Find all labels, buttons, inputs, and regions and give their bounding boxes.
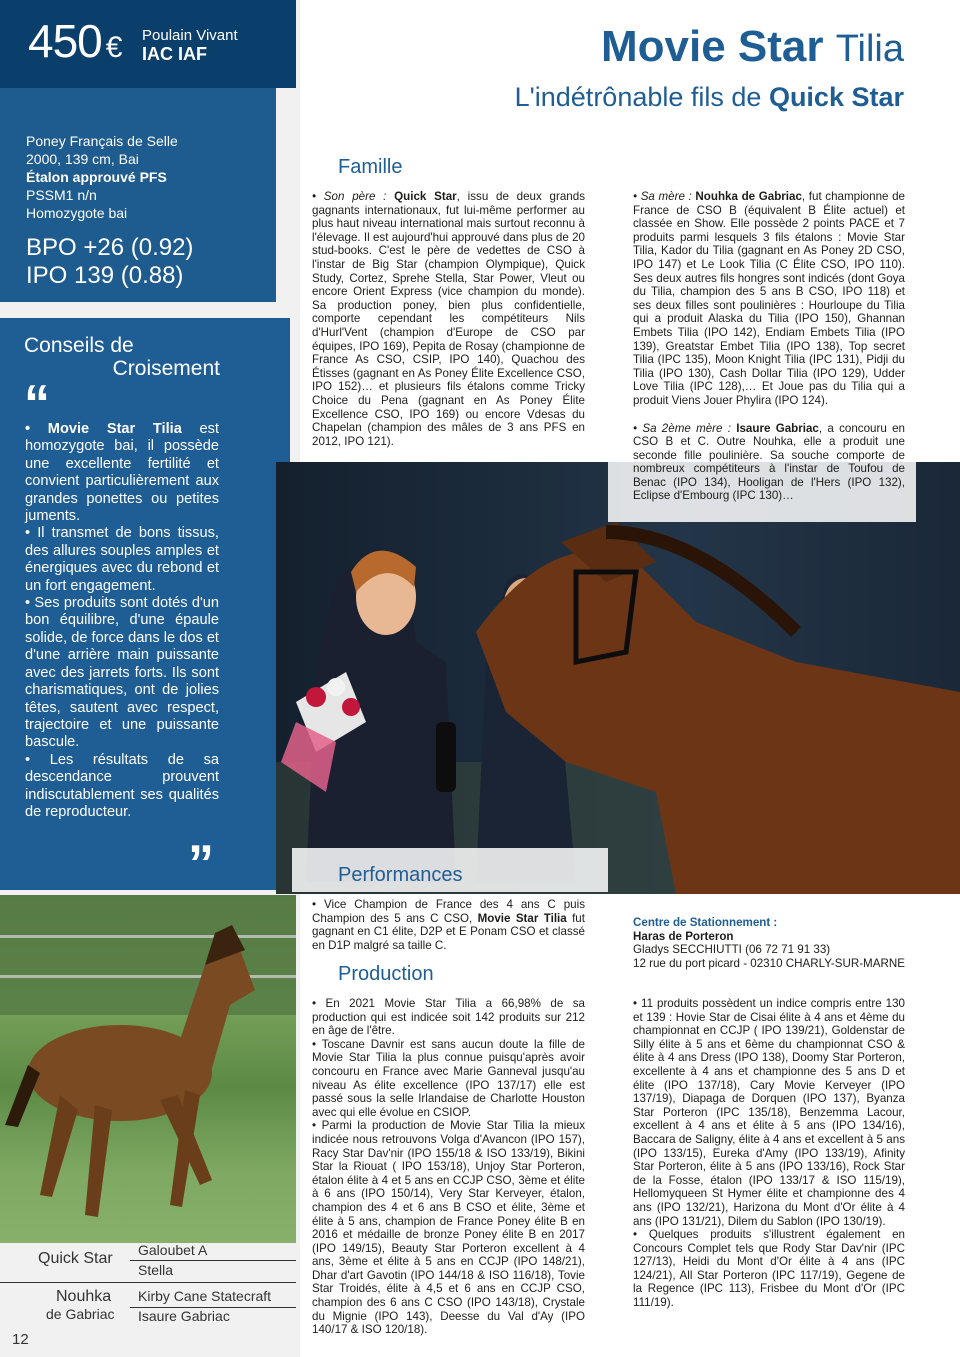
advice-title-line1: Conseils de (24, 334, 134, 357)
spec-homozygote: Homozygote bai (26, 205, 128, 221)
production-left-column (312, 997, 585, 1337)
famille-sire-name: Quick Star (394, 190, 457, 203)
famille-granddam-name: Isaure Gabriac (736, 421, 819, 435)
station-name: Haras de Porteron (633, 929, 734, 943)
horse-trotting-photo (0, 895, 296, 1243)
production-right-column (633, 997, 905, 1310)
famille-dam-text (633, 190, 905, 503)
subtitle-pre: L'indétrônable fils de (514, 82, 762, 112)
spec-birth-size-color: 2000, 139 cm, Bai (26, 151, 139, 167)
famille-dam-label: • Sa mère : (633, 190, 692, 203)
fee-condition-line2: IAC IAF (142, 44, 207, 64)
pedigree-sire-sire: Galoubet A (138, 1242, 208, 1258)
famille-granddam-paragraph: , a concouru en CSO B et C. Outre Nouhka, elle a produit une seconde fille poulinière. Sa souche comporte de nombreux compétiteurs à l'instar de Toufou de Benac (IPO 134), Hooligan de l'Hers (IPO 132), Eclipse d'Embourg (IPC 130)… (633, 421, 905, 503)
page-title (601, 22, 904, 72)
page-number: 12 (12, 1331, 29, 1348)
famille-dam-name: Nouhka de Gabriac (695, 190, 802, 203)
stud-station (633, 916, 905, 970)
subtitle-bold: Quick Star (768, 82, 904, 112)
advice-paragraph-1: est homozygote bai, il possède une excellente fertilité et convient particulièrement aux grandes ponettes ou petites juments. (25, 421, 219, 525)
index-bpo: BPO +26 (0.92) (26, 234, 194, 261)
pedigree-sire: Quick Star (38, 1250, 113, 1267)
pedigree-dam-line1: Nouhka (56, 1288, 112, 1305)
pedigree-dam-sire: Kirby Cane Statecraft (138, 1288, 272, 1304)
section-title-production: Production (338, 963, 434, 985)
pedigree-divider (130, 1260, 296, 1261)
production-paragraph-2: • Toscane Davnir est sans aucun doute la fille de Movie Star Tilia la plus connue puisqu'après avoir concouru en France avec Marie Ganneval jusqu'au niveau As élite excellence (IPO 137/17) elle est passé sous la selle Irlandaise de Charlotte Houston avec qui elle évolue en CSIOP. (312, 1037, 585, 1119)
stud-fee (28, 14, 121, 68)
horse-illustration (0, 895, 296, 1243)
pedigree-table (0, 1240, 296, 1330)
advice-paragraph-4: • Les résultats de sa descendance prouvent indiscutablement ses qualités de reproducteur. (25, 751, 219, 820)
production-paragraph-3: • Parmi la production de Movie Star Tilia la mieux indicée nous retrouvons Volga d'Avancon (IPO 157), Racy Star Dav'nir (IPO 155/18 & ISO 133/19), Bikini Star la Riouat ( IPO 153/18), Unjoy Star Porteron, étalon élite à 4 et 5 ans en CCJP CSO, 3ème et élite à 6 ans (IPO 150/14), Very Star Kerveyer, étalon, champion des 4 et 6 ans B CSO et élite, 3ème et élite à 5 ans, champion de France Poney élite B en 2016 et médaille de bronze Poney élite B en 2017 (IPO 149/15), Beauty Star Porteron excellent à 4 ans, 3ème et élite à 5 ans en CCJP (IPO 148/21), Dhar d'art Gavotin (IPO 144/18 & ISO 116/18), Tovie Star Troidés, élite à 4,5 et 6 ans en CCJP CSO, champion des 6 ans C CSO (IPO 143/18), Crystale du Mignie (IPO 143), Deesse du Val d'Ay (IPO 140/17 & ISO 120/18). (312, 1119, 585, 1337)
pedigree-dam-line2: de Gabriac (46, 1306, 115, 1322)
pedigree-divider (0, 1282, 296, 1283)
station-label: Centre de Stationnement : (633, 916, 778, 929)
currency-symbol: € (105, 31, 122, 64)
pedigree-dam-dam: Isaure Gabriac (138, 1308, 230, 1324)
station-address: 12 rue du port picard - 02310 CHARLY-SUR-MARNE (633, 956, 905, 970)
famille-sire-text (312, 190, 585, 448)
advice-paragraph-2: • Il transmet de bons tissus, des allures souples amples et énergiques avec du rebond et un fort engagement. (25, 525, 219, 594)
spec-approval: Étalon approuvé PFS (26, 169, 167, 185)
performances-stallion-name: Movie Star Tilia (477, 911, 567, 925)
advice-title-line2: Croisement (112, 357, 220, 380)
famille-sire-label: • Son père : (312, 190, 387, 203)
production-paragraph-5: • Quelques produits s'illustrent également en Concours Complet tels que Rody Star Dav'nir (IPC 127/13), Heidi du Mont d'Or élite à 4 ans (IPC 124/21), All Star Porteron (IPC 117/19), Gegene de la Regence (IPC 113), Frisbee du Mont d'Or (IPC 111/19). (633, 1228, 905, 1310)
index-ipo: IPO 139 (0.88) (26, 262, 184, 289)
advice-text (25, 421, 219, 821)
section-title-famille: Famille (338, 156, 403, 178)
stallion-specs (26, 132, 178, 222)
section-title-performances: Performances (338, 864, 463, 886)
performances-text-pre: • Vice Champion de France des 4 ans C puis Champion des 5 ans C CSO, (312, 898, 585, 925)
performances-text-post: fut gagnant en C1 élite, D2P et E Ponam CSO et classé en D1P malgré sa taille C. (312, 911, 585, 952)
advice-paragraph-3: • Ses produits sont dotés d'un bon équilibre, d'une épaule solide, de force dans le dos et d'une arrière main puissante avec des jarrets forts. Ils sont charismatiques, ont de jolies têtes, sautent avec respect, trajectoire et une puissante bascule. (25, 595, 219, 751)
station-contact: Gladys SECCHIUTTI (06 72 71 91 33) (633, 943, 831, 957)
famille-sire-paragraph: , issu de deux grands gagnants internationaux, fut lui-même performer au plus haut niveau international mais surtout reconnu à l'élevage. Il est aujourd'hui approuvé dans plus de 20 stud-books. C'est le père de vedettes de CSO à l'instar de Big Star (champion Olympique), Quick Study, Cortez, Sprehe Stella, Star Power, Vleut ou encore Orient Express (vice champion du monde). Sa production poney, bien plus confidentielle, comporte cependant les compétiteurs Nils d'Hurl'Vent (champion d'Europe de CSO par équipes, IPO 169), Pepita de Rosay (championne de France As CSO, CSIP, IPO 140), Quachou des Étisses (gagnant en As Poney Élite Excellence CSO, IPO 152)… et plusieurs fils étalons comme Tricky Choice du Pena (gagnant en As Poney Élite Excellence CSO, IPO 169) ou encore Vdesas du Chapelan (champion des mâles de 3 ans PFS en 2012, IPO 121). (312, 190, 585, 448)
presentation-photo (276, 462, 960, 894)
stud-fee-amount: 450 (28, 15, 102, 67)
genetic-indices (26, 234, 193, 290)
famille-dam-paragraph: , fut championne de France de CSO B (équivalent B Élite actuel) et classée en Show. Elle possède 2 points PACE et 7 produits parmi lesquels 3 fils étalons : Movie Star Tilia, Kador du Tilia (gagnant en As Poney 2D CSO, IPO 147) et Le Look Tilia (C Élite CSO, IPO 110). Ses deux autres fils hongres sont indicés (dont Goya du Tilia, champion des 5 ans B CSO, IPO 118) et ses deux filles sont poulinières : Hourloupe du Tilia qui a produit Alaska du Tilia (IPO 150), Ghannan Embets Tilia (IPO 142), Endiam Embets Tilia (IPO 139), Greatstar Embet Tilia (IPO 138), Top secret Tilia (IPC 135), Moon Knight Tilia (IPC 131), Pidji du Tilia (IPO 130), Cash Dollar Tilia (IPO 129), Udder Love Tilia (IPC 128),… Et Joue pas du Tilia qui a produit Viens Jouer Phylira (IPO 124). (633, 190, 905, 407)
performances-text (312, 898, 585, 952)
famille-granddam-label: • Sa 2ème mère : (633, 421, 731, 435)
fee-conditions (142, 26, 238, 64)
title-bold: Movie Star (600, 22, 824, 71)
production-paragraph-4: • 11 produits possèdent un indice compris entre 130 et 139 : Hovie Star de Cisai élite à 4 ans et 4ème du championnat en CCJP ( IPO 139/21), Goldenstar de Silly élite à 5 ans et 6ème du championnat CSO & élite à 4 ans Dress (IPO 138), Doomy Star Porteron, excellente à 4 ans et championne des 5 ans D et élite (IPO 137/18), Cary Movie Kerveyer (IPO 137/19), Diapaga de Dorquen (IPO 137), Byanza Star Porteron (IPC 135/18), Benzemma Lacour, excellent à 4 ans et élite à 5 ans (IPO 134/16), Baccara de Saligny, élite à 4 ans et excellent à 5 ans (IPO 133/15), Eureka d'Amy (IPO 133/19), Afinity Star Porteron, élite à 5 ans (IPO 133/16), Rock Star de la Fosse, étalon (IPO 133/17 & ISO 115/19), Hellomyqueen St Hymer élite et championne des 4 ans (IPO 132/21), Harizona du Mont d'Or élite à 4 ans (IPO 131/21), Dilem du Sablon (IPO 130/19). (633, 997, 905, 1228)
page-subtitle (515, 82, 904, 113)
pedigree-sire-dam: Stella (138, 1262, 174, 1278)
quote-open-icon: “ (24, 375, 50, 433)
spec-pssm: PSSM1 n/n (26, 187, 97, 203)
spec-breed: Poney Français de Selle (26, 133, 178, 149)
advice-stallion-name: • Movie Star Tilia (25, 421, 182, 437)
presentation-illustration (276, 462, 960, 894)
production-paragraph-1: • En 2021 Movie Star Tilia a 66,98% de sa production qui est indicée soit 142 produits sur 212 en âge de l'être. (312, 997, 585, 1038)
title-light: Tilia (835, 28, 904, 70)
advice-title (24, 334, 220, 380)
fee-condition-line1: Poulain Vivant (142, 27, 238, 44)
quote-close-icon: ” (188, 835, 214, 893)
